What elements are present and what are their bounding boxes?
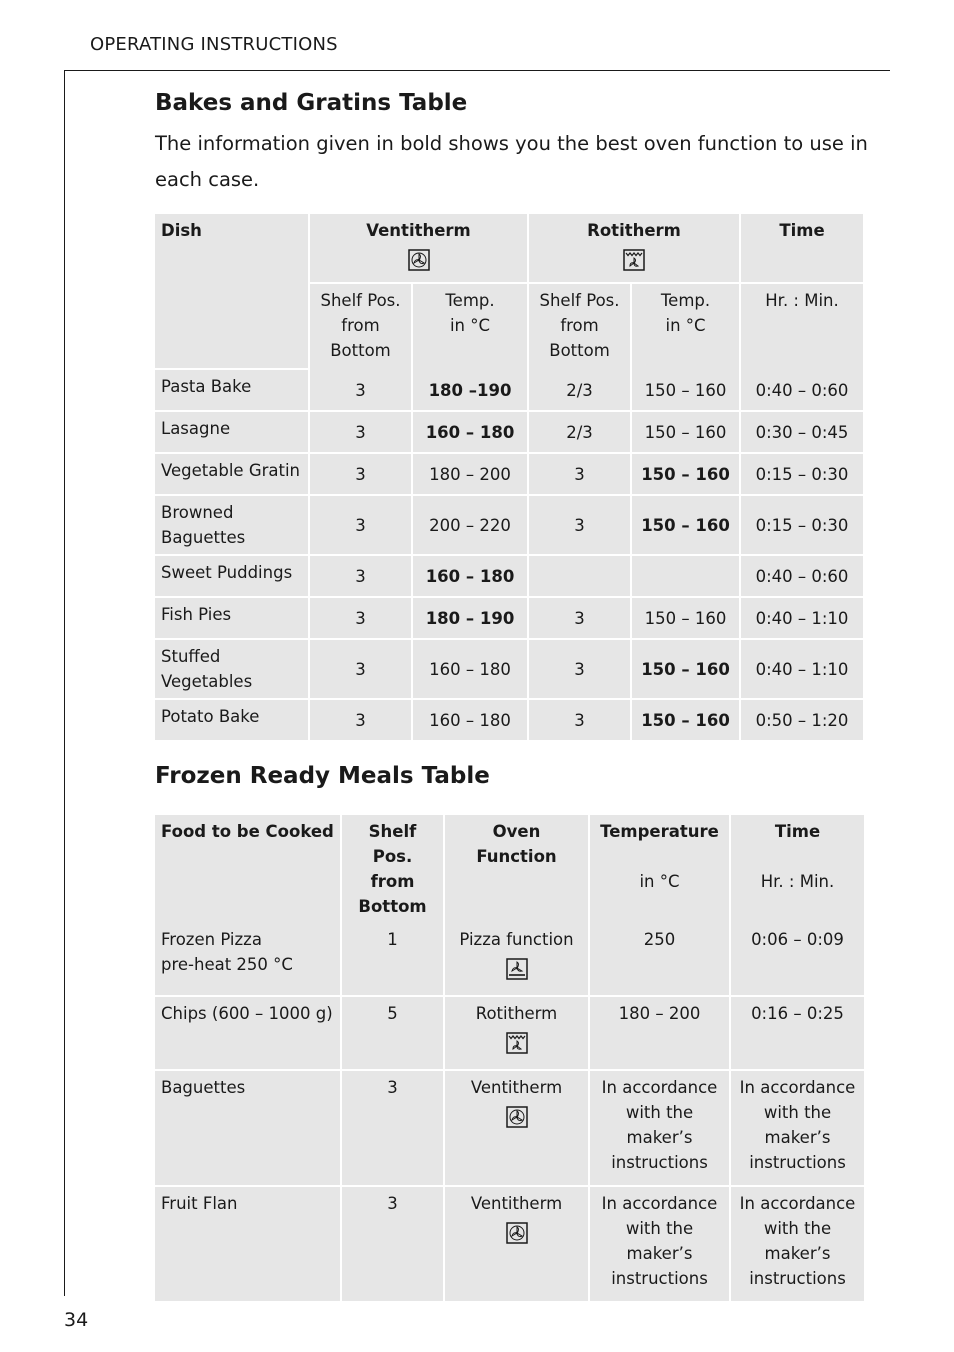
rotitherm-temp-cell: 150 – 160 [632, 496, 741, 556]
table-row [155, 923, 864, 997]
ventitherm-fan-icon [408, 249, 430, 271]
cell-line: with the [763, 1103, 832, 1122]
time-cell: 0:15 – 0:30 [741, 496, 863, 556]
ventitherm-temp-cell: 200 – 220 [413, 496, 529, 556]
running-header: OPERATING INSTRUCTIONS [90, 34, 338, 55]
dish-cell [155, 598, 310, 640]
bakes-gratins-table [155, 214, 863, 740]
cell-line: Chips (600 – 1000 g) [161, 1004, 333, 1023]
table-row [155, 700, 863, 740]
time-unit: Hr. : Min. [760, 872, 835, 891]
rotitherm-temp-cell: 150 – 160 [632, 454, 741, 496]
margin-rule [64, 70, 65, 1296]
dish-cell [155, 412, 310, 454]
rotitherm-shelf-cell: 3 [529, 496, 632, 556]
temperature-cell [590, 997, 731, 1071]
temp-label-line: in °C [665, 316, 706, 335]
ventitherm-shelf-cell: 3 [310, 496, 413, 556]
bakes-intro-text: The information given in bold shows you the best oven function to use in each case. [155, 132, 868, 191]
table-row [155, 412, 863, 454]
header-rotitherm-label: Rotitherm [587, 221, 681, 240]
rotitherm-shelf-cell: 3 [529, 598, 632, 640]
ventitherm-shelf-cell: 3 [310, 640, 413, 700]
table-row [155, 556, 863, 598]
cell-line: 0:06 – 0:09 [751, 930, 844, 949]
cell-line: instructions [611, 1269, 708, 1288]
rotitherm-grill-fan-icon [623, 249, 645, 271]
temperature-label: Temperature [600, 822, 719, 841]
dish-cell [155, 454, 310, 496]
dish-cell [155, 370, 310, 412]
time-cell: 0:40 – 0:60 [741, 370, 863, 412]
cell-line: maker’s [764, 1128, 831, 1147]
temp-label-line: in °C [449, 316, 491, 335]
frozen-table-body [155, 923, 864, 1301]
ventitherm-shelf-cell: 3 [310, 412, 413, 454]
cell-line: Fruit Flan [161, 1194, 238, 1213]
header-rotitherm-shelf [529, 284, 632, 370]
ventitherm-temp-cell: 180 – 200 [413, 454, 529, 496]
temperature-cell [590, 1187, 731, 1301]
ventitherm-temp-cell: 160 – 180 [413, 412, 529, 454]
time-cell [731, 923, 864, 997]
dish-cell [155, 700, 310, 740]
header-oven-function [445, 815, 590, 923]
shelf-label-line: Shelf Pos. [539, 291, 620, 310]
cell-line: 180 – 200 [618, 1004, 701, 1023]
shelf-cell: 3 [342, 1071, 445, 1187]
shelf-label-line: from [341, 316, 380, 335]
header-ventitherm-shelf [310, 284, 413, 370]
rotitherm-shelf-cell: 3 [529, 640, 632, 700]
dish-cell [155, 640, 310, 700]
header-ventitherm-label: Ventitherm [366, 221, 471, 240]
rotitherm-shelf-cell: 2/3 [529, 370, 632, 412]
cell-line: Baguettes [161, 528, 246, 547]
frozen-meals-table [155, 815, 864, 1301]
rotitherm-shelf-cell [529, 556, 632, 598]
header-rotitherm [529, 214, 741, 284]
table-row [155, 454, 863, 496]
table-row [155, 640, 863, 700]
rotitherm-temp-cell: 150 – 160 [632, 640, 741, 700]
ventitherm-temp-cell: 160 – 180 [413, 556, 529, 598]
rotitherm-temp-cell: 150 – 160 [632, 598, 741, 640]
header-ventitherm [310, 214, 529, 284]
header-food: Food to be Cooked [155, 815, 342, 923]
cell-line: with the [763, 1219, 832, 1238]
temp-label-line: Temp. [660, 291, 711, 310]
frozen-table-title: Frozen Ready Meals Table [155, 763, 490, 789]
pizza-function-icon [506, 958, 528, 980]
oven-label-line: Function [476, 847, 557, 866]
cell-line: maker’s [764, 1244, 831, 1263]
oven-label-line: Oven [492, 822, 541, 841]
ventitherm-temp-cell: 180 –190 [413, 370, 529, 412]
shelf-label-line: from [370, 872, 415, 891]
temperature-unit: in °C [639, 872, 680, 891]
temperature-cell [590, 1071, 731, 1187]
food-cell [155, 997, 342, 1071]
cell-line: Fish Pies [161, 605, 232, 624]
cell-line: Sweet Puddings [161, 563, 293, 582]
time-cell: 0:40 – 0:60 [741, 556, 863, 598]
page-number: 34 [64, 1309, 89, 1331]
table-row [155, 997, 864, 1071]
table-row [155, 496, 863, 556]
time-cell [731, 1187, 864, 1301]
bakes-table-title: Bakes and Gratins Table [155, 90, 468, 116]
table-row [155, 370, 863, 412]
time-cell: 0:50 – 1:20 [741, 700, 863, 740]
header-temperature [590, 815, 731, 923]
rotitherm-grill-fan-icon [506, 1032, 528, 1054]
cell-line: Vegetable Gratin [161, 461, 301, 480]
cell-line: maker’s [626, 1244, 693, 1263]
temp-label-line: Temp. [445, 291, 495, 310]
cell-line: Browned [161, 503, 234, 522]
rotitherm-shelf-cell: 2/3 [529, 412, 632, 454]
food-cell [155, 1187, 342, 1301]
time-cell: 0:40 – 1:10 [741, 598, 863, 640]
rotitherm-temp-cell: 150 – 160 [632, 700, 741, 740]
header-time-unit: Hr. : Min. [741, 284, 863, 370]
dish-cell [155, 496, 310, 556]
oven-function-cell [445, 1071, 590, 1187]
oven-function-cell [445, 997, 590, 1071]
shelf-label-line: from [560, 316, 599, 335]
shelf-label-line: Bottom [330, 341, 391, 360]
header-shelf [342, 815, 445, 923]
oven-function-label: Ventitherm [470, 1194, 563, 1213]
table-row [155, 1071, 864, 1187]
shelf-label-line: Bottom [358, 897, 427, 916]
cell-line: instructions [611, 1153, 708, 1172]
header-time [731, 815, 864, 923]
rotitherm-temp-cell: 150 – 160 [632, 412, 741, 454]
oven-function-cell [445, 1187, 590, 1301]
shelf-cell: 1 [342, 923, 445, 997]
ventitherm-shelf-cell: 3 [310, 598, 413, 640]
ventitherm-shelf-cell: 3 [310, 370, 413, 412]
cell-line: Lasagne [161, 419, 231, 438]
rotitherm-temp-cell [632, 556, 741, 598]
rotitherm-shelf-cell: 3 [529, 700, 632, 740]
cell-line: Baguettes [161, 1078, 246, 1097]
time-cell: 0:15 – 0:30 [741, 454, 863, 496]
shelf-label-line: Bottom [549, 341, 610, 360]
dish-cell [155, 556, 310, 598]
shelf-cell: 3 [342, 1187, 445, 1301]
time-cell: 0:40 – 1:10 [741, 640, 863, 700]
oven-function-label: Rotitherm [475, 1004, 558, 1023]
bakes-table-body [155, 370, 863, 740]
table-row [155, 598, 863, 640]
cell-line: In accordance [739, 1078, 856, 1097]
ventitherm-fan-icon [506, 1222, 528, 1244]
ventitherm-shelf-cell: 3 [310, 700, 413, 740]
cell-line: In accordance [739, 1194, 856, 1213]
cell-line: instructions [749, 1153, 846, 1172]
cell-line: In accordance [601, 1078, 718, 1097]
cell-line: Vegetables [161, 672, 253, 691]
header-rotitherm-temp [632, 284, 741, 370]
cell-line: instructions [749, 1269, 846, 1288]
cell-line: Frozen Pizza [161, 930, 262, 949]
cell-line: with the [625, 1219, 694, 1238]
oven-function-label: Pizza function [459, 930, 574, 949]
food-cell [155, 1071, 342, 1187]
ventitherm-shelf-cell: 3 [310, 556, 413, 598]
ventitherm-temp-cell: 180 – 190 [413, 598, 529, 640]
cell-line: maker’s [626, 1128, 693, 1147]
ventitherm-fan-icon [506, 1106, 528, 1128]
header-ventitherm-temp [413, 284, 529, 370]
shelf-label-line: Shelf Pos. [320, 291, 401, 310]
ventitherm-temp-cell: 160 – 180 [413, 700, 529, 740]
time-label: Time [774, 822, 821, 841]
cell-line: with the [625, 1103, 694, 1122]
header-rule [64, 70, 890, 71]
time-cell [731, 1071, 864, 1187]
ventitherm-temp-cell: 160 – 180 [413, 640, 529, 700]
cell-line: 250 [643, 930, 676, 949]
time-cell [731, 997, 864, 1071]
cell-line: Stuffed [161, 647, 221, 666]
ventitherm-shelf-cell: 3 [310, 454, 413, 496]
temperature-cell [590, 923, 731, 997]
oven-function-cell [445, 923, 590, 997]
header-time: Time [741, 214, 863, 284]
oven-function-label: Ventitherm [470, 1078, 563, 1097]
shelf-cell: 5 [342, 997, 445, 1071]
food-cell [155, 923, 342, 997]
time-cell: 0:30 – 0:45 [741, 412, 863, 454]
cell-line: In accordance [601, 1194, 718, 1213]
table-row [155, 1187, 864, 1301]
header-dish: Dish [155, 214, 310, 370]
cell-line: pre-heat 250 °C [161, 955, 293, 974]
cell-line: 0:16 – 0:25 [751, 1004, 844, 1023]
rotitherm-shelf-cell: 3 [529, 454, 632, 496]
rotitherm-temp-cell: 150 – 160 [632, 370, 741, 412]
shelf-label-line: Shelf Pos. [368, 822, 417, 866]
cell-line: Potato Bake [161, 707, 260, 726]
cell-line: Pasta Bake [161, 377, 252, 396]
